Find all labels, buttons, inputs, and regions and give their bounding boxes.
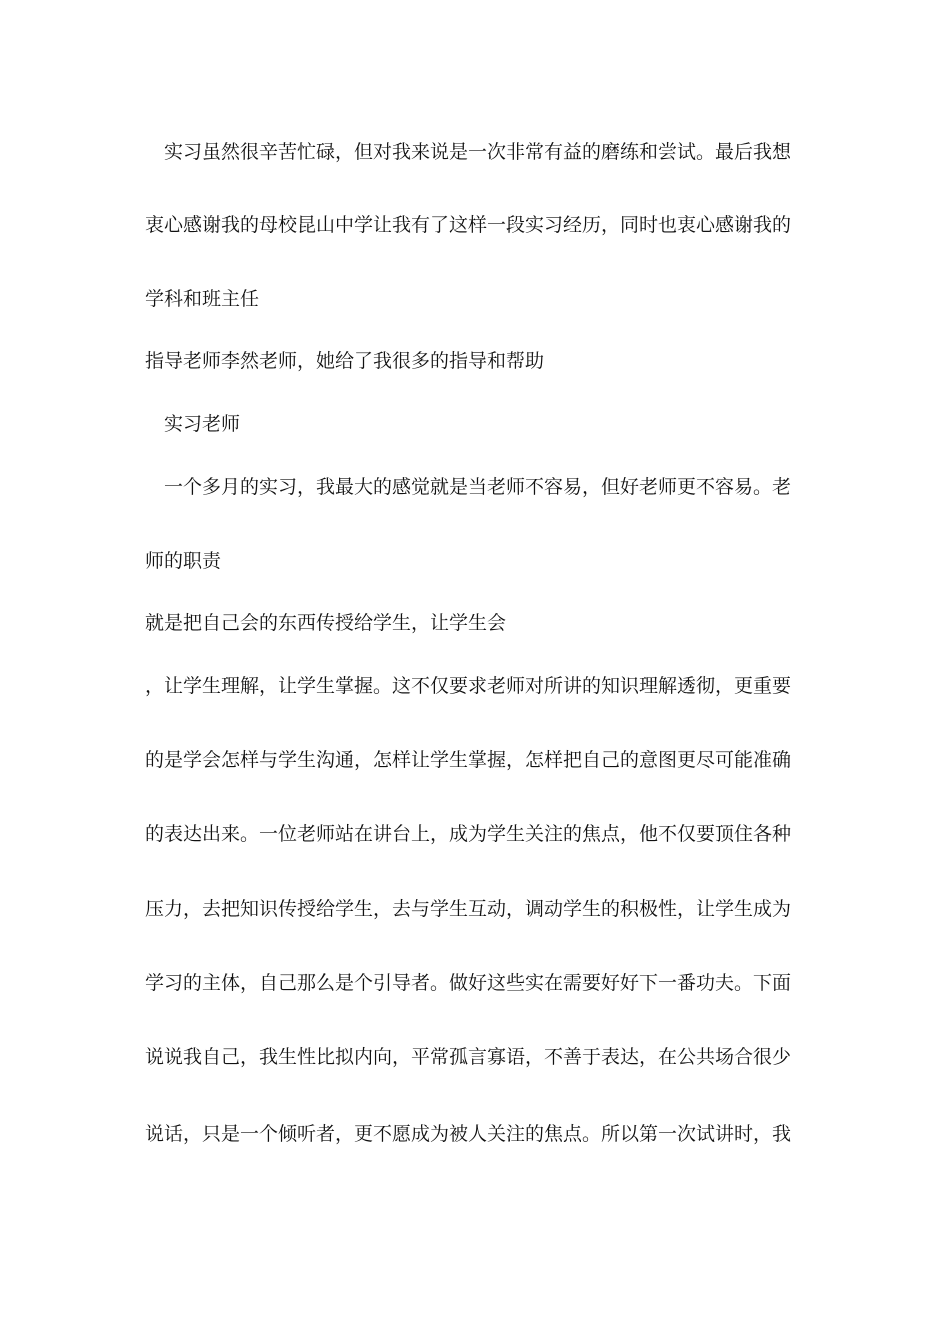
text-line: 学习的主体，自己那么是个引导者。做好这些实在需要好好下一番功夫。下面: [145, 972, 792, 994]
text-line: 实习虽然很辛苦忙碌，但对我来说是一次非常有益的磨练和尝试。最后我想: [145, 141, 792, 163]
text-line: 衷心感谢我的母校昆山中学让我有了这样一段实习经历，同时也衷心感谢我的: [145, 214, 792, 236]
text-line: 的是学会怎样与学生沟通，怎样让学生掌握，怎样把自己的意图更尽可能准确: [145, 749, 792, 771]
text-line: ，让学生理解，让学生掌握。这不仅要求老师对所讲的知识理解透彻，更重要: [145, 675, 792, 697]
text-line: 一个多月的实习，我最大的感觉就是当老师不容易，但好老师更不容易。老: [145, 476, 792, 498]
text-line: 就是把自己会的东西传授给学生，让学生会: [145, 612, 507, 634]
text-line: 学科和班主任: [145, 288, 260, 310]
text-line: 说说我自己，我生性比拟内向，平常孤言寡语，不善于表达，在公共场合很少: [145, 1046, 792, 1068]
text-line: 的表达出来。一位老师站在讲台上，成为学生关注的焦点，他不仅要顶住各种: [145, 823, 792, 845]
text-line: 指导老师李然老师，她给了我很多的指导和帮助: [145, 350, 545, 372]
text-line: 压力，去把知识传授给学生，去与学生互动，调动学生的积极性，让学生成为: [145, 898, 792, 920]
text-line: 实习老师: [145, 413, 241, 435]
text-line: 说话，只是一个倾听者，更不愿成为被人关注的焦点。所以第一次试讲时，我: [145, 1123, 792, 1145]
text-line: 师的职责: [145, 550, 222, 572]
